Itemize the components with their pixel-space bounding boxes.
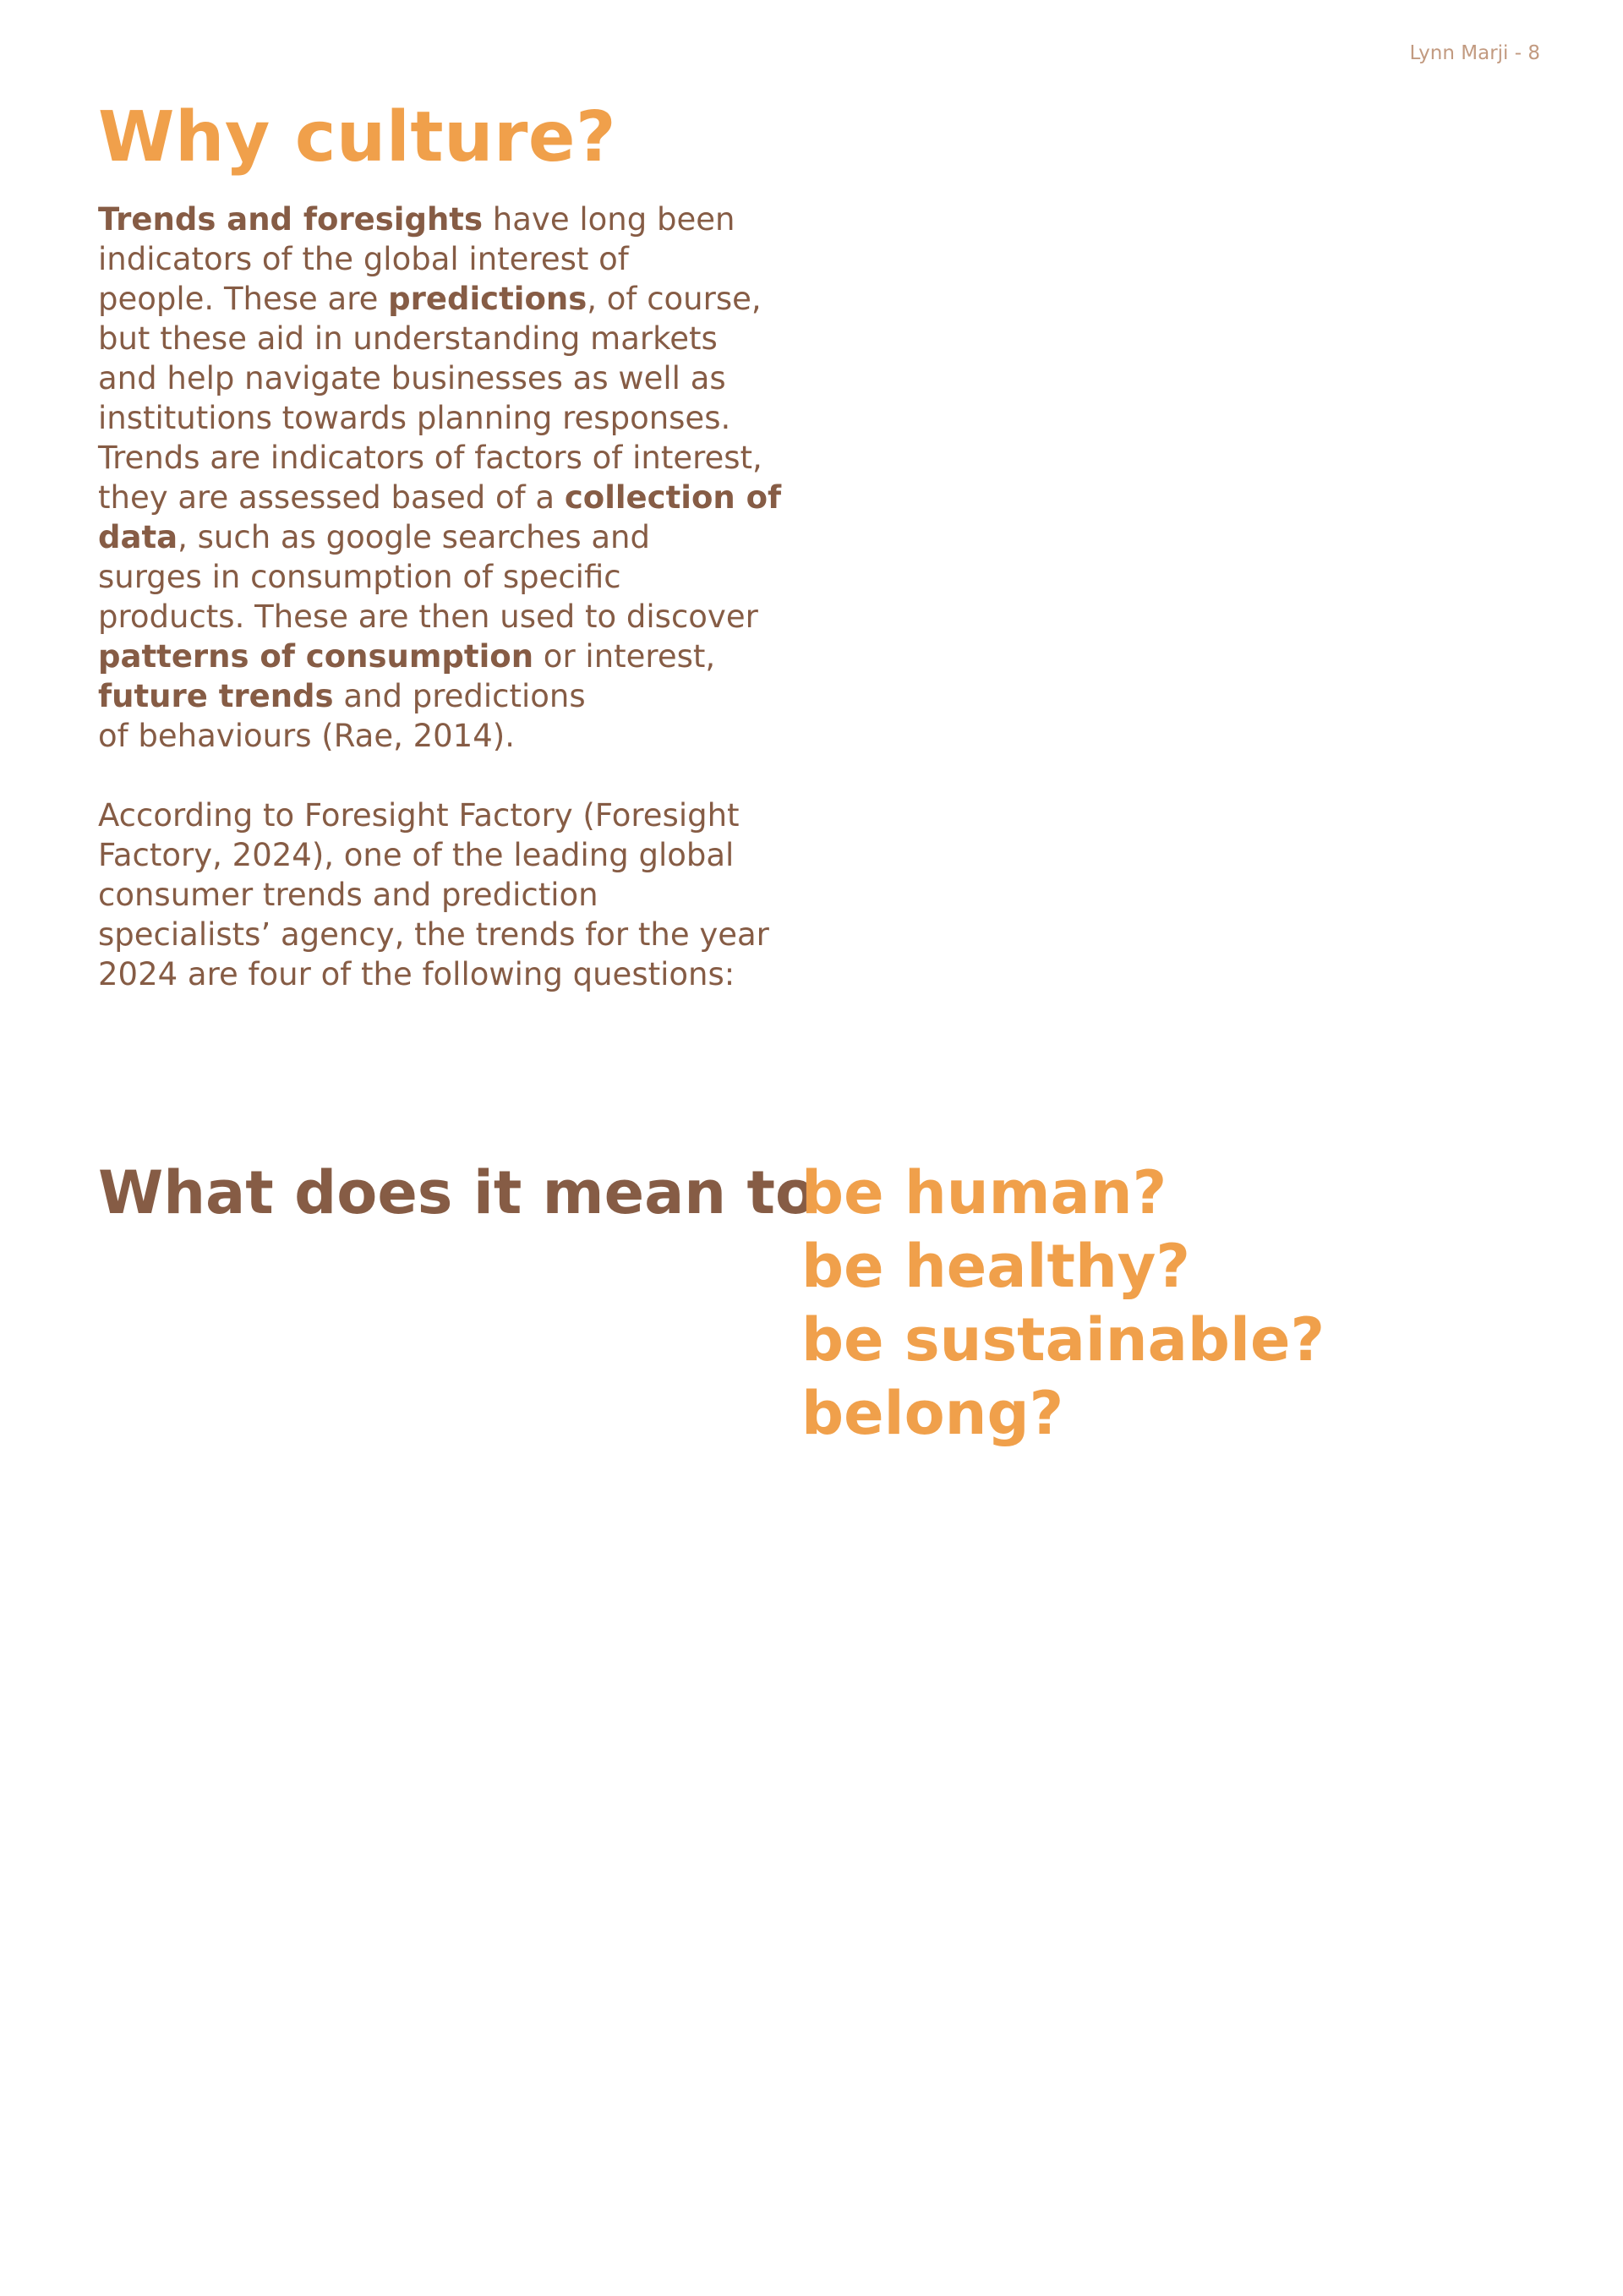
question-list <box>801 1156 1325 1451</box>
emphasis-text: collection of <box>564 479 782 516</box>
text-run: indicators of the global interest of <box>98 241 629 277</box>
text-run: have long been <box>483 201 735 238</box>
text-line <box>98 597 825 637</box>
question-block <box>98 1156 1325 1451</box>
text-line <box>98 438 825 478</box>
text-run: specialists’ agency, the trends for the year <box>98 916 769 953</box>
text-line <box>98 915 825 954</box>
text-run: and help navigate businesses as well as <box>98 360 726 396</box>
text-line <box>98 875 825 915</box>
text-line <box>98 478 825 517</box>
text-line <box>98 557 825 597</box>
text-run: products. These are then used to discover <box>98 599 758 635</box>
emphasis-text: Trends and foresights <box>98 201 484 238</box>
text-line <box>98 517 825 557</box>
text-line <box>98 954 825 994</box>
text-line <box>98 398 825 438</box>
emphasis-text: patterns of consumption <box>98 638 534 675</box>
text-run: According to Foresight Factory (Foresight <box>98 797 740 834</box>
body-text <box>98 200 825 994</box>
emphasis-text: future trends <box>98 678 334 714</box>
text-run: people. These are <box>98 281 389 317</box>
text-line <box>98 239 825 279</box>
question-lead: What does it mean to <box>98 1158 817 1227</box>
emphasis-text: predictions <box>388 281 587 317</box>
text-line <box>98 358 825 398</box>
text-run: 2024 are four of the following questions: <box>98 956 735 992</box>
text-line <box>98 835 825 875</box>
emphasis-text: data <box>98 519 178 555</box>
text-line <box>98 676 825 716</box>
text-line <box>98 200 825 239</box>
text-run: consumer trends and prediction <box>98 877 598 913</box>
text-run: and predictions <box>333 678 586 714</box>
text-run: Factory, 2024), one of the leading global <box>98 837 735 873</box>
paragraph-foresight-factory <box>98 795 825 994</box>
text-run: they are assessed based of a <box>98 479 565 516</box>
text-line <box>98 319 825 358</box>
text-run: , of course, <box>587 281 762 317</box>
page-marker: Lynn Marji - 8 <box>1409 42 1540 64</box>
question-be-human: be human? <box>801 1158 1167 1227</box>
text-line <box>98 716 825 756</box>
text-run: but these aid in understanding markets <box>98 320 718 357</box>
text-run: or interest, <box>533 638 716 675</box>
question-be-healthy: be healthy? <box>801 1232 1191 1301</box>
text-line <box>98 795 825 835</box>
text-line <box>98 279 825 319</box>
text-line <box>98 637 825 676</box>
text-run: surges in consumption of specific <box>98 559 621 595</box>
text-run: of behaviours (Rae, 2014). <box>98 718 515 754</box>
page-heading: Why culture? <box>98 97 617 178</box>
text-run: , such as google searches and <box>178 519 650 555</box>
question-be-sustainable: be sustainable? <box>801 1305 1325 1375</box>
paragraph-trends <box>98 200 825 756</box>
question-belong: belong? <box>801 1379 1064 1448</box>
text-run: Trends are indicators of factors of interest, <box>98 440 762 476</box>
text-run: institutions towards planning responses. <box>98 400 731 436</box>
